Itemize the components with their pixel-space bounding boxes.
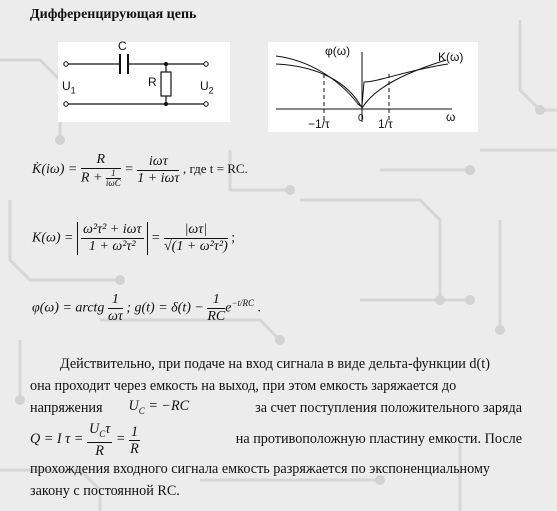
- paragraph-line-2: она проходит через емкость на выход, при этом емкость заряжается до: [30, 377, 457, 394]
- transfer-function-formula: K̇(iω) = R R + $\frac{1}{\text{iωC}}$ = $\frac{\text{iωτ}}{\text{1 + iωτ}}$ , где t = RC.: [32, 152, 248, 188]
- zero-tick-label: 0: [358, 113, 364, 124]
- explanation-paragraph: [30, 354, 522, 502]
- capacitor-label: C: [118, 39, 127, 53]
- phase-and-impulse-formula: φ(ω) = arctg $\frac{1}{\omega\tau}$ ; g(t) = δ(t) − $\frac{1}{RC}$ $e^{-t/RC}$ .: [32, 292, 262, 324]
- output-voltage-label: $U_2$: [200, 79, 214, 96]
- phase-label: φ(ω): [325, 44, 351, 58]
- paragraph-line-1: Действительно, при подаче на вход сигнала в виде дельта-функции d(t): [60, 356, 490, 372]
- resistor-label: R: [148, 75, 157, 89]
- input-voltage-label: $U_1$: [62, 79, 76, 96]
- page-title: Дифференцирующая цепь: [30, 7, 197, 22]
- paragraph-line-5: прохождения входного сигнала емкость разряжается по экспоненциальному: [30, 461, 491, 477]
- magnitude-curve: [276, 60, 446, 108]
- pos-tick-label: 1/τ: [378, 117, 393, 131]
- magnitude-response-formula: K(ω) = $\frac{\text{ω²τ² + iωτ}}{\text{1 + ω²τ²}}$ = $\frac{|\omega\tau|}{\text{√(1 + ω²τ²)}}$ ;: [32, 222, 236, 254]
- frequency-response-panel: [268, 42, 478, 132]
- paragraph-line-3: напряжения $U_C = -RC$ за счет поступления положительного заряда: [30, 397, 522, 417]
- paragraph-line-4: Q = I τ = $\frac{U_C\tau}{R}$ = $\frac{1}{R}$ на противоположную пластину емкости. После: [30, 421, 522, 459]
- magnitude-label: K(ω): [438, 50, 464, 64]
- x-axis-label: ω: [446, 110, 456, 124]
- circuit-diagram-panel: [58, 39, 230, 122]
- neg-tick-label: −1/τ: [308, 117, 330, 131]
- paragraph-line-6: закону с постоянной RC.: [30, 482, 180, 499]
